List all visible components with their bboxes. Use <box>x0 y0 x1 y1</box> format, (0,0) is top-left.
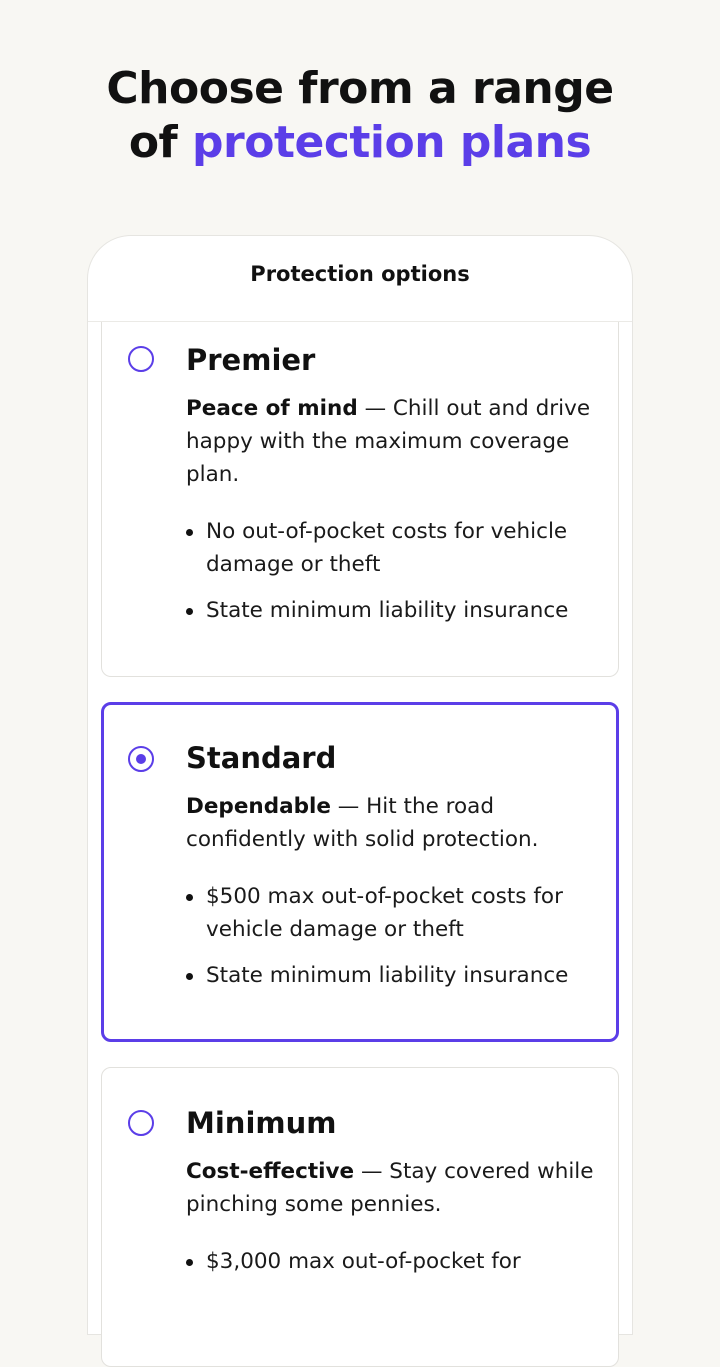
page-headline <box>0 62 720 170</box>
plan-description <box>186 1155 596 1221</box>
benefit-item: State minimum liability insurance <box>186 959 606 992</box>
plan-card-minimum[interactable] <box>101 1067 619 1367</box>
headline-accent: protection plans <box>192 117 592 168</box>
plan-description-text: Stay covered while pinching some pennies. <box>186 1159 594 1217</box>
radio-unselected-icon[interactable] <box>128 346 154 372</box>
plan-description-text: Hit the road confidently with solid protection. <box>186 794 539 852</box>
plan-benefits <box>186 1245 606 1278</box>
plan-name: Premier <box>186 343 316 377</box>
panel-title: Protection options <box>88 236 632 322</box>
plan-list <box>101 322 619 1367</box>
plan-card-premier[interactable] <box>101 322 619 677</box>
plan-benefits <box>186 880 606 992</box>
plan-name: Minimum <box>186 1106 337 1140</box>
plan-tagline: Peace of mind <box>186 396 358 421</box>
radio-dot-icon <box>136 754 146 764</box>
plan-description <box>186 392 596 491</box>
headline-line-1: Choose from a range <box>106 63 614 114</box>
benefit-item: $500 max out-of-pocket costs for vehicle damage or theft <box>186 880 606 946</box>
headline-line-2-prefix: of <box>128 117 178 168</box>
radio-selected-icon[interactable] <box>128 746 154 772</box>
benefit-item: $3,000 max out-of-pocket for <box>186 1245 606 1278</box>
plan-tagline: Cost-effective <box>186 1159 355 1184</box>
plan-description-text: Chill out and drive happy with the maximum coverage plan. <box>186 396 591 487</box>
plan-description <box>186 790 596 856</box>
radio-unselected-icon[interactable] <box>128 1110 154 1136</box>
plan-separator: — <box>357 396 393 421</box>
benefit-item: State minimum liability insurance <box>186 594 606 627</box>
benefit-item: No out-of-pocket costs for vehicle damage or theft <box>186 515 606 581</box>
plan-tagline: Dependable <box>186 794 331 819</box>
plan-separator: — <box>330 794 367 819</box>
plan-card-standard[interactable] <box>101 702 619 1042</box>
plan-benefits <box>186 515 606 627</box>
plan-separator: — <box>354 1159 390 1184</box>
plan-name: Standard <box>186 741 337 775</box>
